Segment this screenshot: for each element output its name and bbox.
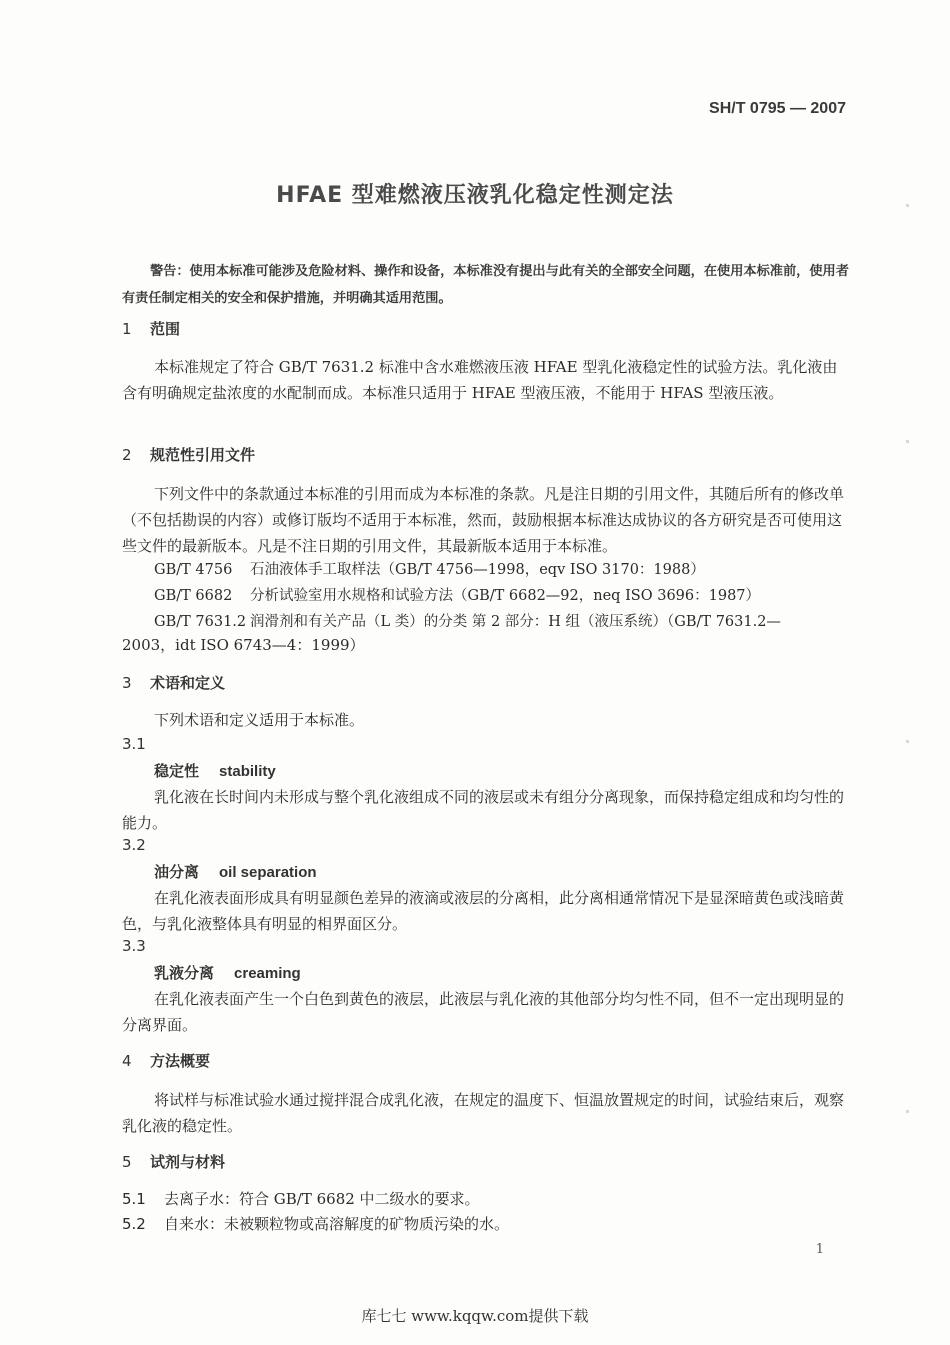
scan-mark [906,204,909,207]
section-number: 4 [122,1052,132,1070]
section-3-text: 下列术语和定义适用于本标准。 [154,711,365,729]
warning-paragraph: 警告：使用本标准可能涉及危险材料、操作和设备，本标准没有提出与此有关的全部安全问题，在使用本标准前，使用者有责任制定相关的安全和保护措施，并明确其适用范围。 [122,264,849,306]
term-number: 3.1 [122,735,146,753]
document-title: HFAE 型难燃液压液乳化稳定性测定法 [276,183,674,208]
section-title: 方法概要 [150,1052,211,1070]
reference-item [154,584,760,605]
reference-description: 分析试验室用水规格和试验方法（GB/T 6682—92，neq ISO 3696：1987） [250,588,761,604]
reference-code: GB/T 7631.2 [154,614,247,630]
section-title: 试剂与材料 [150,1153,226,1171]
term-en: oil separation [219,864,317,881]
reference-description: 石油液体手工取样法（GB/T 4756—1998，eqv ISO 3170：1988） [250,562,705,578]
item-text: 去离子水：符合 GB/T 6682 中二级水的要求。 [164,1190,480,1208]
section-5-heading [122,1151,225,1172]
item-number: 5.2 [122,1215,146,1233]
download-footer: 库七七 www.kqqw.com提供下载 [361,1307,589,1325]
scan-mark [906,440,909,443]
reference-description: 润滑剂和有关产品（L 类）的分类 第 2 部分：H 组（液压系统）（GB/T 7631.2— [250,614,781,630]
section-1-text: 本标准规定了符合 GB/T 7631.2 标准中含水难燃液压液 HFAE 型乳化液稳定性的试验方法。乳化液由含有明确规定盐浓度的水配制而成。本标准只适用于 HFAE 型液压液，不能用于 HFAS 型液压液。 [122,358,838,402]
term-zh: 稳定性 [154,762,200,780]
section-number: 5 [122,1153,132,1171]
section-2-text: 下列文件中的条款通过本标准的引用而成为本标准的条款。凡是注日期的引用文件，其随后所有的修改单（不包括勘误的内容）或修订版均不适用于本标准，然而，鼓励根据本标准达成协议的各方研究是否可使用这些文件的最新版本。凡是不注日期的引用文件，其最新版本适用于本标准。 [122,485,845,555]
section-number: 1 [122,320,132,338]
section-3-heading [122,672,225,693]
section-title: 规范性引用文件 [150,446,256,464]
term-number: 3.2 [122,836,146,854]
term-zh: 乳液分离 [154,964,215,982]
reference-code: GB/T 4756 [154,562,233,578]
page-number: 1 [815,1242,824,1257]
scan-mark [906,740,909,743]
term-number: 3.3 [122,937,146,955]
item-text: 自来水：未被颗粒物或高溶解度的矿物质污染的水。 [164,1215,510,1233]
term-heading [154,962,301,983]
list-item [122,1213,509,1234]
section-4-text: 将试样与标准试验水通过搅拌混合成乳化液，在规定的温度下、恒温放置规定的时间，试验结束后，观察乳化液的稳定性。 [122,1091,845,1135]
section-2-heading [122,444,255,465]
term-definition: 在乳化液表面形成具有明显颜色差异的液滴或液层的分离相，此分离相通常情况下是显深暗黄色或浅暗黄色，与乳化液整体具有明显的相界面区分。 [122,889,845,933]
reference-code: GB/T 6682 [154,588,233,604]
section-1-heading [122,318,180,339]
standard-code: SH/T 0795 — 2007 [709,100,846,117]
section-title: 范围 [150,320,181,338]
reference-item [154,610,781,631]
reference-item [154,558,705,579]
section-number: 2 [122,446,132,464]
section-number: 3 [122,674,132,692]
reference-continuation: 2003，idt ISO 6743—4：1999） [122,636,365,654]
term-definition: 在乳化液表面产生一个白色到黄色的液层，此液层与乳化液的其他部分均匀性不同，但不一定出现明显的分离界面。 [122,990,845,1034]
section-title: 术语和定义 [150,674,226,692]
scan-mark [906,1110,909,1113]
item-number: 5.1 [122,1190,146,1208]
section-4-heading [122,1050,210,1071]
term-en: creaming [234,965,301,982]
term-definition: 乳化液在长时间内未形成与整个乳化液组成不同的液层或未有组分分离现象，而保持稳定组成和均匀性的能力。 [122,788,845,832]
term-zh: 油分离 [154,863,200,881]
term-heading [154,861,317,882]
term-heading [154,760,276,781]
term-en: stability [219,763,276,780]
list-item [122,1188,480,1209]
